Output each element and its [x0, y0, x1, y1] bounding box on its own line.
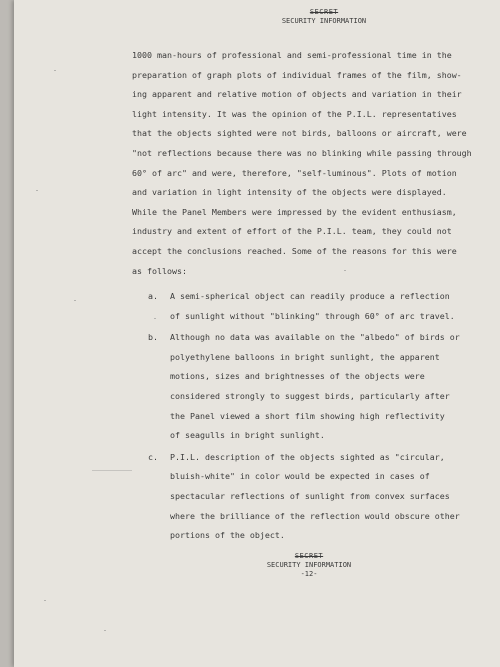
body-line: While the Panel Members were impressed by the evident enthusiasm, — [132, 206, 457, 217]
list-item-line: A semi-spherical object can readily produce a reflection — [170, 291, 450, 301]
body-line: and variation in light intensity of the objects were displayed. — [132, 187, 447, 198]
document-page — [14, 0, 500, 667]
list-item-line: P.I.L. description of the objects sighted as "circular, — [170, 451, 445, 462]
list-item-label: a. — [148, 291, 158, 301]
footer-control: SECURITY INFORMATION — [266, 561, 352, 569]
list-item-line: polyethylene balloons in bright sunlight, the apparent — [170, 351, 440, 362]
body-line: accept the conclusions reached. Some of the reasons for this were — [132, 245, 457, 256]
body-line: preparation of graph plots of individual frames of the film, show- — [132, 69, 462, 80]
body-line: 60° of arc" and were, therefore, "self-luminous". Plots of motion — [132, 167, 457, 178]
page-number: -12- — [300, 570, 318, 578]
scan-speck — [154, 318, 156, 319]
list-item-line: considered strongly to suggest birds, particularly after — [170, 390, 450, 401]
body-line: light intensity. It was the opinion of the P.I.L. representatives — [132, 108, 457, 119]
list-item-label: c. — [148, 451, 158, 462]
scan-speck — [92, 470, 132, 471]
scan-speck — [36, 190, 38, 191]
reasons-list — [148, 287, 484, 548]
list-item-line: where the brilliance of the reflection would obscure other — [170, 510, 460, 521]
list-item-line: spectacular reflections of sunlight from convex surfaces — [170, 490, 450, 501]
body-line: "not reflections because there was no blinking while passing through — [132, 147, 472, 158]
list-item-line: Although no data was available on the "albedo" of birds or — [170, 332, 460, 343]
header-stamp — [254, 8, 394, 26]
list-item — [148, 448, 484, 546]
scan-speck — [54, 70, 56, 71]
footer-stamp — [254, 552, 364, 579]
list-item-line: the Panel viewed a short film showing high reflectivity — [170, 410, 445, 421]
body-paragraph — [132, 46, 478, 281]
list-item — [148, 287, 484, 326]
header-control: SECURITY INFORMATION — [281, 17, 367, 25]
list-item-line: of sunlight without "blinking" through 60° of arc travel. — [170, 310, 455, 321]
list-item-label: b. — [148, 332, 158, 343]
scan-speck — [44, 600, 46, 601]
list-item-line: motions, sizes and brightnesses of the objects were — [170, 371, 425, 382]
list-item — [148, 328, 484, 446]
body-line: ing apparent and relative motion of objects and variation in their — [132, 89, 462, 100]
list-item-line: of seagulls in bright sunlight. — [170, 430, 325, 441]
scan-speck — [74, 300, 76, 301]
list-item-line: portions of the object. — [170, 530, 285, 541]
body-line: 1000 man-hours of professional and semi-professional time in the — [132, 50, 452, 60]
list-item-line: bluish-white" in color would be expected in cases of — [170, 471, 430, 482]
scan-speck — [344, 270, 346, 271]
body-line: that the objects sighted were not birds, balloons or aircraft, were — [132, 128, 467, 139]
footer-classification: SECRET — [294, 552, 324, 560]
body-line: as follows: — [132, 265, 187, 276]
scan-speck — [104, 630, 106, 631]
header-classification: SECRET — [309, 8, 339, 16]
body-line: industry and extent of effort of the P.I.L. team, they could not — [132, 226, 452, 237]
